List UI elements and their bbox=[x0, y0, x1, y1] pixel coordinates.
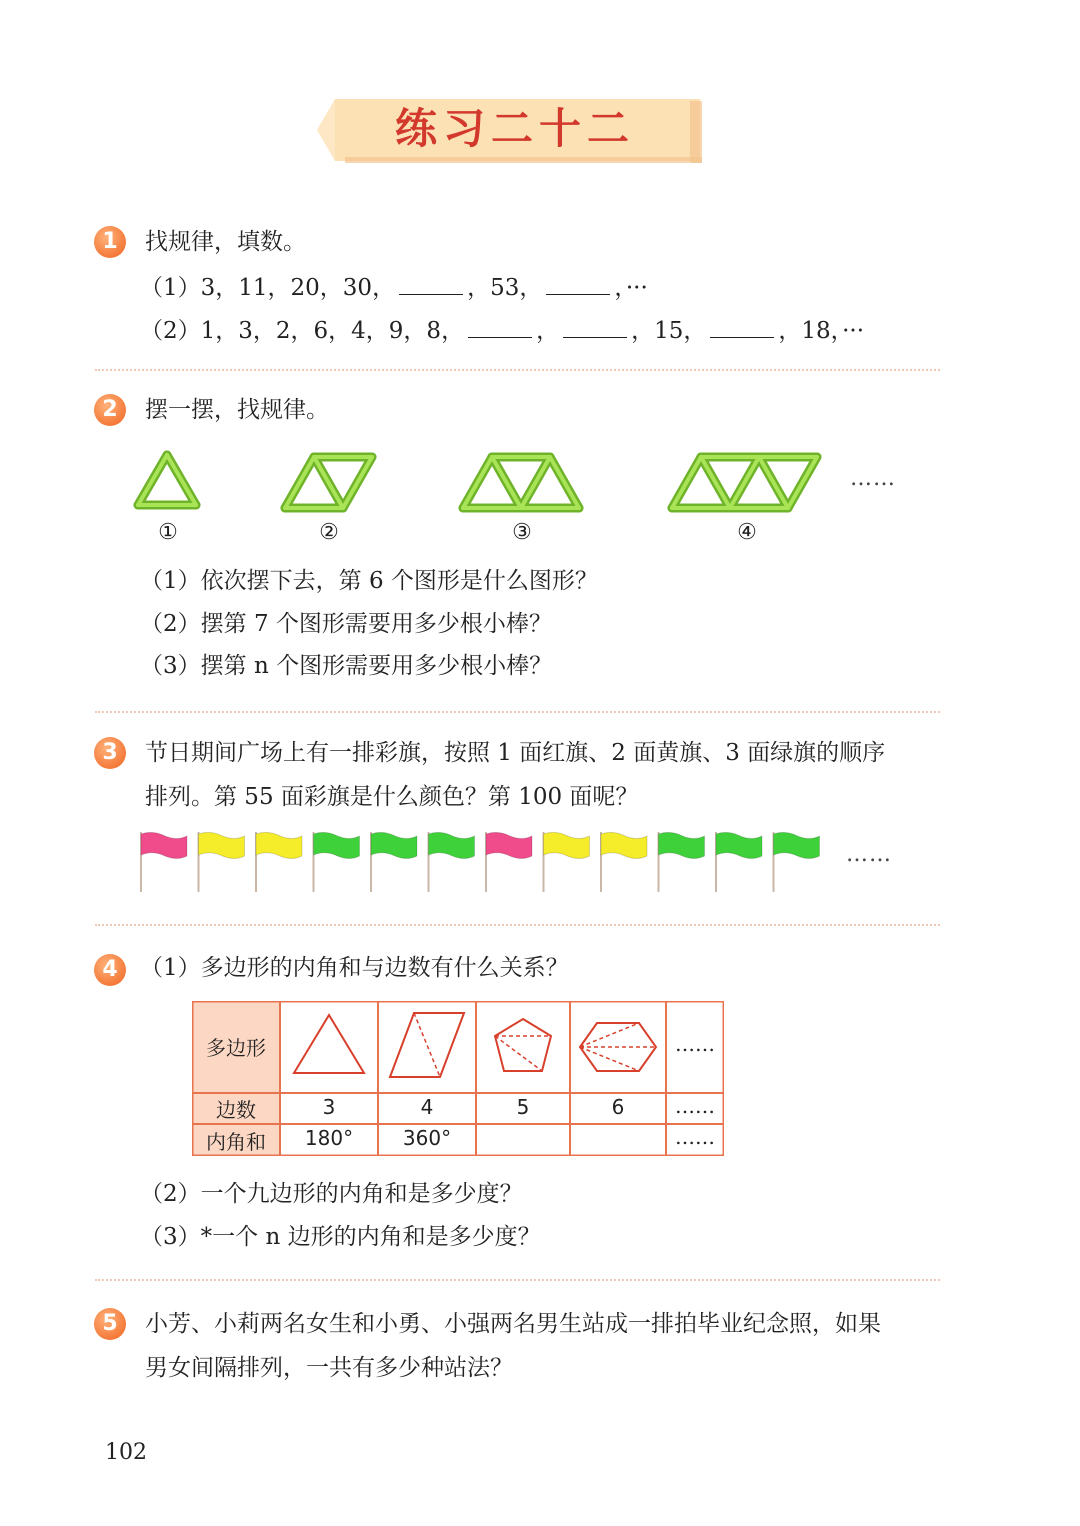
answer-blank[interactable] bbox=[399, 272, 463, 295]
flag-green bbox=[371, 832, 417, 892]
q2-sub-3: （3）摆第 n 个图形需要用多少根小棒？ bbox=[140, 653, 553, 679]
figure-label-2: ② bbox=[319, 520, 339, 545]
flag-yellow bbox=[601, 832, 647, 892]
figure-label-3: ③ bbox=[512, 520, 532, 545]
sides-cell: 6 bbox=[611, 1095, 625, 1119]
flag-green bbox=[774, 832, 820, 892]
sides-cell: …… bbox=[675, 1094, 715, 1118]
q1-line2-mid: ，15， bbox=[631, 318, 707, 344]
parallelogram-shape bbox=[390, 1013, 464, 1077]
q1-prompt: 找规律，填数。 bbox=[145, 229, 306, 255]
q4-sub-3: （3）*一个 n 边形的内角和是多少度？ bbox=[140, 1224, 541, 1250]
stick-triangles-figure bbox=[130, 445, 910, 520]
q2-ellipsis: …… bbox=[850, 466, 896, 491]
question-number-badge: 4 bbox=[94, 954, 126, 986]
triangle-figure-1 bbox=[138, 455, 196, 505]
flag-pink bbox=[141, 832, 187, 892]
answer-blank[interactable] bbox=[468, 315, 532, 338]
angle-sum-cell: …… bbox=[675, 1125, 715, 1149]
triangle-shape bbox=[294, 1015, 364, 1073]
question-number-badge: 2 bbox=[94, 394, 126, 426]
q1-line2-suffix: ，18，··· bbox=[778, 318, 865, 344]
flag-green bbox=[429, 832, 475, 892]
q3-text-line1: 节日期间广场上有一排彩旗，按照 1 面红旗、2 面黄旗、3 面绿旗的顺序 bbox=[145, 740, 886, 766]
q3-ellipsis: …… bbox=[846, 842, 892, 867]
q1-line2-sep: ， bbox=[536, 318, 560, 344]
flag-green bbox=[659, 832, 705, 892]
page-title: 练习二十二 bbox=[394, 104, 635, 153]
q1-line1 bbox=[140, 272, 648, 304]
q1-line1-mid: ，53， bbox=[467, 275, 543, 301]
page-number: 102 bbox=[105, 1440, 147, 1465]
answer-blank[interactable] bbox=[710, 315, 774, 338]
angle-sum-cell: 360° bbox=[402, 1126, 452, 1150]
shape-ellipsis: …… bbox=[675, 1032, 715, 1056]
flags-row bbox=[135, 828, 835, 898]
q1-line2-prefix: （2）1，3，2，6，4，9，8， bbox=[140, 318, 465, 344]
answer-blank[interactable] bbox=[563, 315, 627, 338]
q2-prompt: 摆一摆，找规律。 bbox=[145, 397, 329, 423]
pentagon-shape bbox=[495, 1019, 551, 1071]
section-divider bbox=[95, 711, 940, 713]
q4-sub-2: （2）一个九边形的内角和是多少度？ bbox=[140, 1181, 523, 1207]
figure-label-4: ④ bbox=[737, 520, 757, 545]
q4-sub-1: （1）多边形的内角和与边数有什么关系？ bbox=[140, 955, 569, 981]
section-divider bbox=[95, 924, 940, 926]
sides-cell: 4 bbox=[420, 1095, 434, 1119]
question-number-badge: 5 bbox=[94, 1308, 126, 1340]
flag-green bbox=[716, 832, 762, 892]
q1-line1-suffix: ，··· bbox=[614, 275, 648, 301]
q5-text-line2: 男女间隔排列，一共有多少种站法？ bbox=[145, 1355, 513, 1381]
q1-line2 bbox=[140, 315, 864, 347]
section-divider bbox=[95, 369, 940, 371]
section-divider bbox=[95, 1279, 940, 1281]
flag-yellow bbox=[256, 832, 302, 892]
q2-sub-1: （1）依次摆下去，第 6 个图形是什么图形？ bbox=[140, 568, 598, 594]
figure-label-1: ① bbox=[158, 520, 178, 545]
q1-line1-prefix: （1）3，11，20，30， bbox=[140, 275, 396, 301]
row-header-sides: 边数 bbox=[216, 1098, 256, 1122]
flag-yellow bbox=[199, 832, 245, 892]
question-number-badge: 3 bbox=[94, 737, 126, 769]
angle-sum-cell: 180° bbox=[304, 1126, 354, 1150]
q3-text-line2: 排列。第 55 面彩旗是什么颜色？第 100 面呢？ bbox=[145, 784, 639, 810]
sides-cell: 5 bbox=[516, 1095, 530, 1119]
q5-text-line1: 小芳、小莉两名女生和小勇、小强两名男生站成一排拍毕业纪念照，如果 bbox=[145, 1311, 881, 1337]
row-header-angles: 内角和 bbox=[206, 1130, 266, 1154]
flag-yellow bbox=[544, 832, 590, 892]
answer-blank[interactable] bbox=[546, 272, 610, 295]
sides-cell: 3 bbox=[322, 1095, 336, 1119]
flag-green bbox=[314, 832, 360, 892]
question-number-badge: 1 bbox=[94, 226, 126, 258]
q2-sub-2: （2）摆第 7 个图形需要用多少根小棒？ bbox=[140, 611, 552, 637]
triangle-figure-3 bbox=[463, 457, 579, 508]
row-header-polygon: 多边形 bbox=[206, 1036, 266, 1060]
flag-pink bbox=[486, 832, 532, 892]
